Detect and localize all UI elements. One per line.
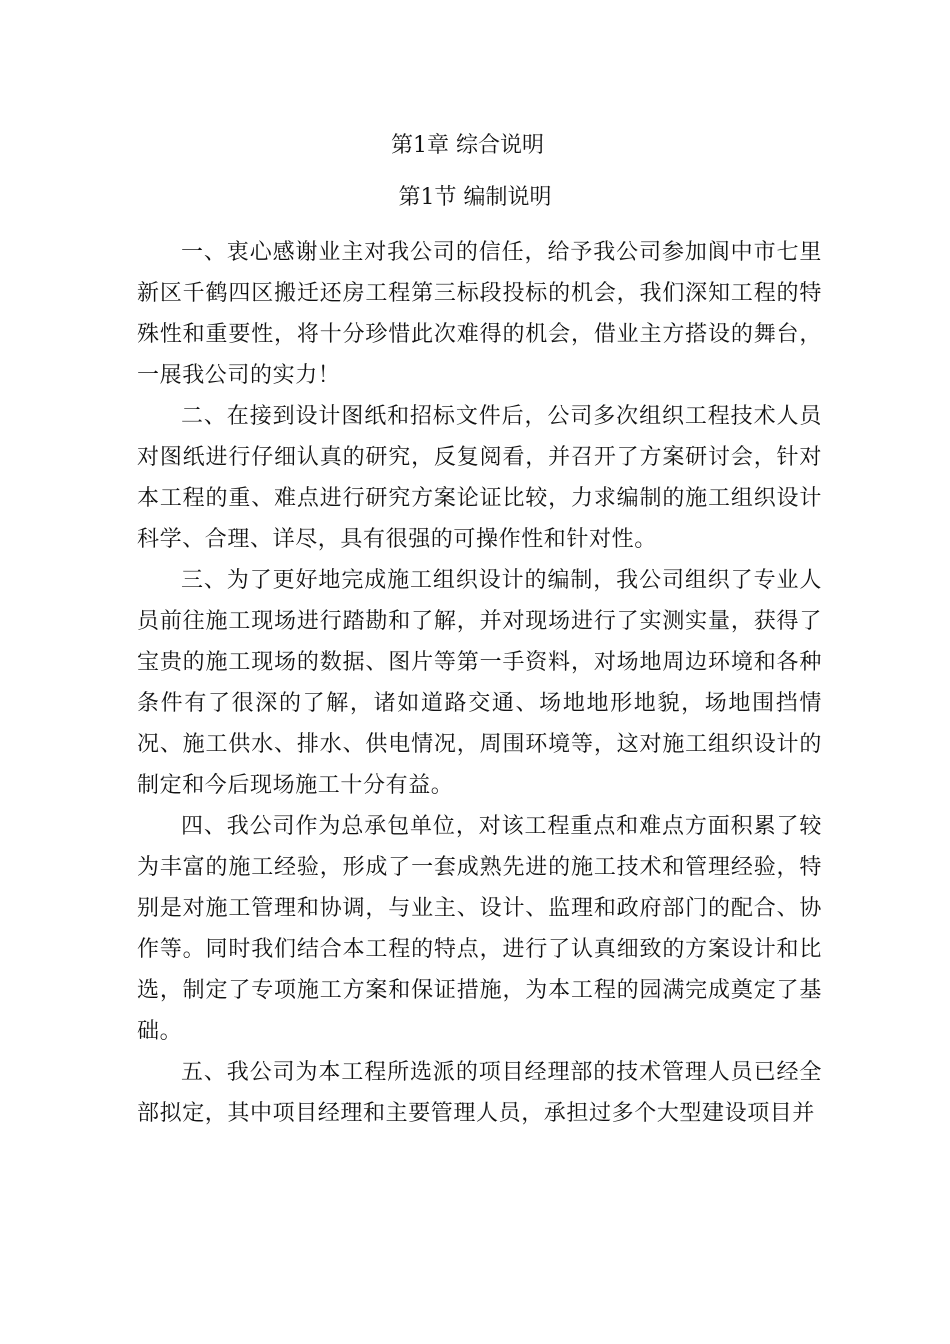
paragraph-2: 二、在接到设计图纸和招标文件后，公司多次组织工程技术人员对图纸进行仔细认真的研究，反复阅看，并召开了方案研讨会，针对本工程的重、难点进行研究方案论证比较，力求编制的施工组织设计科学、合理、详尽，具有很强的可操作性和针对性。 [137,404,822,552]
paragraph-3: 三、为了更好地完成施工组织设计的编制，我公司组织了专业人员前往施工现场进行踏勘和了解，并对现场进行了实测实量，获得了宝贵的施工现场的数据、图片等第一手资料，对场地周边环境和各种条件有了很深的了解，诸如道路交通、场地地形地貌，场地围挡情况、施工供水、排水、供电情况，周围环境等，这对施工组织设计的制定和今后现场施工十分有益。 [137,568,822,798]
paragraph-5: 五、我公司为本工程所选派的项目经理部的技术管理人员已经全部拟定，其中项目经理和主要管理人员，承担过多个大型建设项目并 [137,1060,822,1126]
paragraph-4: 四、我公司作为总承包单位，对该工程重点和难点方面积累了较为丰富的施工经验，形成了一套成熟先进的施工技术和管理经验，特别是对施工管理和协调，与业主、设计、监理和政府部门的配合、协作等。同时我们结合本工程的特点，进行了认真细致的方案设计和比选，制定了专项施工方案和保证措施，为本工程的园满完成奠定了基础。 [137,814,822,1044]
paragraph-1: 一、衷心感谢业主对我公司的信任，给予我公司参加阆中市七里新区千鹤四区搬迁还房工程第三标段投标的机会，我们深知工程的特殊性和重要性，将十分珍惜此次难得的机会，借业主方搭设的舞台，一展我公司的实力！ [137,240,822,388]
section-title: 第1节 编制说明 [398,185,552,210]
chapter-title: 第1章 综合说明 [391,133,544,158]
body-text [137,232,822,1134]
